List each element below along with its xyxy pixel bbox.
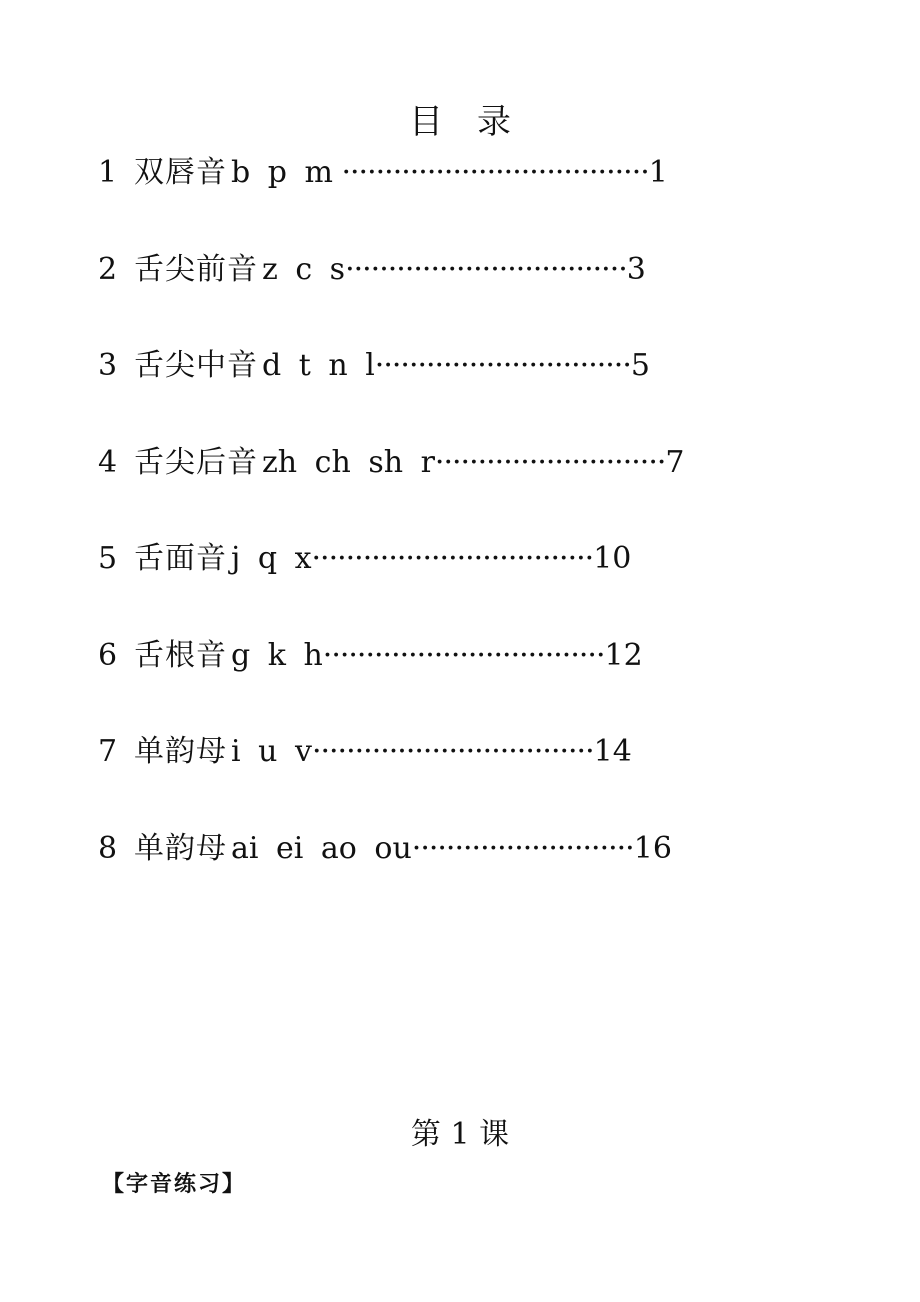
toc-entry-number: 3 <box>98 348 118 383</box>
toc-entry-sounds: g k h <box>231 637 323 673</box>
toc-entry <box>98 245 685 342</box>
toc-entry <box>98 534 685 631</box>
toc-entry <box>98 727 685 824</box>
toc-entry-leader: ································· <box>311 734 594 769</box>
toc-entry-leader: ···································· <box>332 155 649 190</box>
toc-entry-number: 1 <box>98 155 118 190</box>
toc-entry-leader: ······························ <box>374 348 631 383</box>
toc-entry-page: 1 <box>648 155 668 190</box>
toc-entry-leader: ··························· <box>434 444 666 480</box>
toc-entry-name: 舌面音 <box>134 541 227 576</box>
toc-entry-page: 10 <box>593 541 632 576</box>
toc-heading-right: 录 <box>477 102 511 142</box>
table-of-contents <box>98 148 685 920</box>
toc-entry-number: 5 <box>98 541 118 576</box>
toc-entry <box>98 341 685 438</box>
toc-entry-sounds: i u v <box>231 734 312 769</box>
toc-entry-name: 双唇音 <box>134 155 227 190</box>
toc-entry-leader: ································· <box>322 637 605 673</box>
toc-entry-name: 舌尖后音 <box>134 444 258 480</box>
toc-entry-page: 3 <box>626 251 646 287</box>
section-label: 【字音练习】 <box>102 1171 247 1197</box>
toc-entry-page: 12 <box>604 637 643 673</box>
toc-entry-number: 2 <box>98 251 118 287</box>
toc-entry-number: 8 <box>98 830 118 866</box>
toc-entry <box>98 824 685 921</box>
toc-entry-page: 16 <box>633 830 672 866</box>
toc-entry-name: 单韵母 <box>134 734 227 769</box>
toc-entry-number: 4 <box>98 444 118 480</box>
toc-entry-page: 14 <box>593 734 632 769</box>
toc-entry-name: 单韵母 <box>134 830 227 866</box>
toc-heading <box>0 98 920 146</box>
toc-entry <box>98 148 685 245</box>
toc-heading-left: 目 <box>409 102 443 142</box>
toc-entry-name: 舌尖前音 <box>134 251 258 287</box>
toc-entry-sounds: d t n l <box>262 348 375 383</box>
lesson-title: 第 1 课 <box>410 1117 510 1152</box>
toc-entry-name: 舌根音 <box>134 637 227 673</box>
toc-entry-sounds: j q x <box>231 541 312 576</box>
toc-entry-number: 7 <box>98 734 118 769</box>
toc-entry-sounds: ai ei ao ou <box>231 830 412 866</box>
toc-entry <box>98 438 685 535</box>
toc-entry-number: 6 <box>98 637 118 673</box>
toc-entry-sounds: z c s <box>262 251 346 287</box>
toc-entry-leader: ·························· <box>411 830 634 866</box>
toc-entry-leader: ································· <box>345 251 627 287</box>
toc-entry-sounds: b p m <box>231 155 333 190</box>
toc-entry-name: 舌尖中音 <box>134 348 258 383</box>
toc-entry-sounds: zh ch sh r <box>262 444 435 480</box>
toc-entry-leader: ································· <box>311 541 594 576</box>
toc-entry-page: 7 <box>665 444 685 480</box>
toc-entry <box>98 631 685 728</box>
toc-entry-page: 5 <box>630 348 650 383</box>
